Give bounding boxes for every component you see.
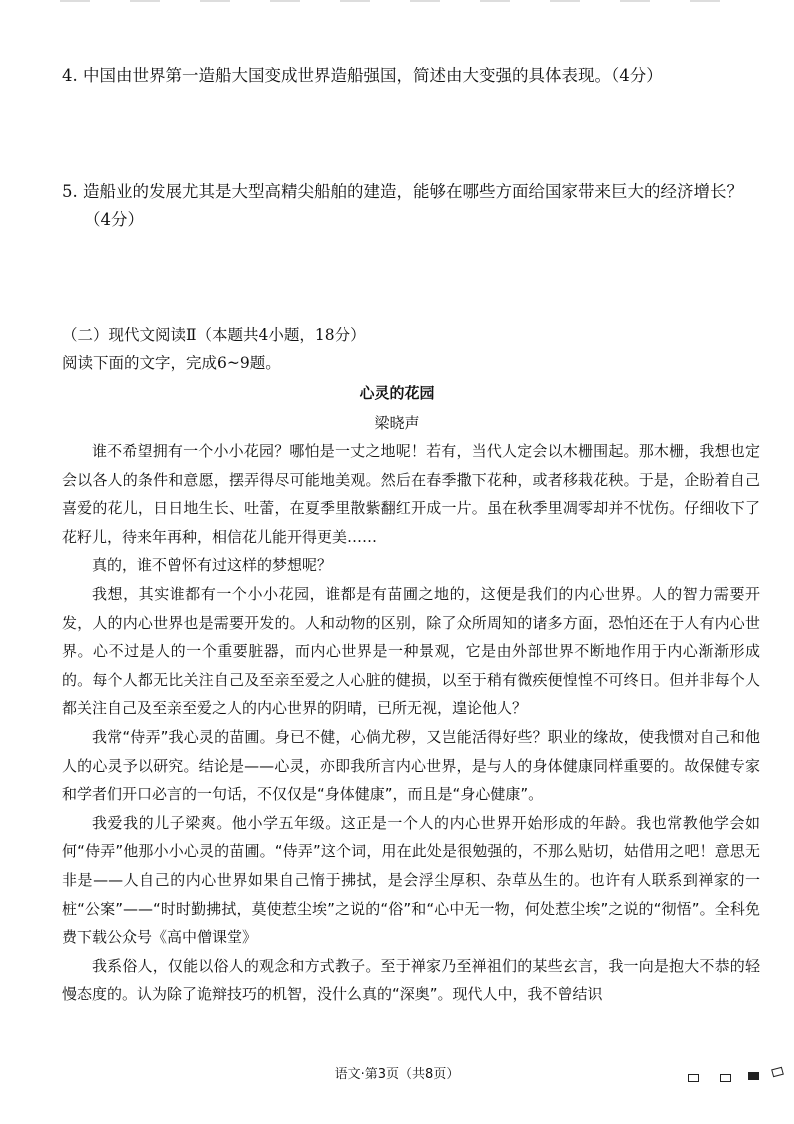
registration-mark xyxy=(688,1074,699,1082)
section-instruction: 阅读下面的文字，完成6~9题。 xyxy=(62,354,281,372)
paragraph: 我爱我的儿子梁爽。他小学五年级。这正是一个人的内心世界开始形成的年龄。我也常教他学会如何“侍弄”他那小小心灵的苗圃。“侍弄”这个词，用在此处是很勉强的，不那么贴切，姑借用之吧！意思无非是——人自己的内心世界如果自己惰于拂拭，是会浮尘厚积、杂草丛生的。也许有人联系到禅家的一桩“公案”——“时时勤拂拭，莫使惹尘埃”之说的“俗”和“心中无一物，何处惹尘埃”之说的“彻悟”。全科免费下载公众号《高中僧课堂》 xyxy=(62,813,760,947)
scan-registration-marks xyxy=(688,1068,788,1088)
question-5-score: （4分） xyxy=(84,210,144,229)
scan-artifact xyxy=(60,0,740,2)
question-4: 4. 中国由世界第一造船大国变成世界造船强国，简述由大变强的具体表现。（4分） xyxy=(62,66,663,85)
paragraph: 我常“侍弄”我心灵的苗圃。身已不健，心倘尤秽，又岂能活得好些？职业的缘故，使我惯对自己和他人的心灵予以研究。结论是——心灵，亦即我所言内心世界，是与人的身体健康同样重要的。故保健专家和学者们开口必言的一句话，不仅仅是“身体健康”，而且是“身心健康”。 xyxy=(62,727,760,804)
article-title: 心灵的花园 xyxy=(359,384,435,402)
paragraph: 我系俗人，仅能以俗人的观念和方式教子。至于禅家乃至禅祖们的某些玄言，我一向是抱大不恭的轻慢态度的。认为除了诡辩技巧的机智，没什么真的“深奥”。现代人中，我不曾结识 xyxy=(62,956,760,1004)
paragraph: 我想，其实谁都有一个小小花园，谁都是有苗圃之地的，这便是我们的内心世界。人的智力需要开发，人的内心世界也是需要开发的。人和动物的区别，除了众所周知的诸多方面，恐怕还在于人有内心世界。心不过是人的一个重要脏器，而内心世界是一种景观，它是由外部世界不断地作用于内心渐渐形成的。每个人都无比关注自己及至亲至爱之人心脏的健损，以至于稍有微疾便惶惶不可终日。但并非每个人都关注自己及至亲至爱之人的内心世界的阴晴，已所无视，遑论他人？ xyxy=(62,584,760,718)
article-body xyxy=(62,437,760,1009)
page-footer: 语文·第3页（共8页） xyxy=(334,1067,460,1082)
section-heading: （二）现代文阅读Ⅱ（本题共4小题，18分） xyxy=(62,326,366,344)
paragraph: 谁不希望拥有一个小小花园？哪怕是一丈之地呢！若有，当代人定会以木栅围起。那木栅，我想也定会以各人的条件和意愿，摆弄得尽可能地美观。然后在春季撒下花种，或者移栽花秧。于是，企盼着自己喜爱的花儿，日日地生长、吐蕾，在夏季里散紫翻红开成一片。虽在秋季里凋零却并不忧伤。仔细收下了花籽儿，待来年再种，相信花儿能开得更美…… xyxy=(62,442,760,546)
article-author: 梁晓声 xyxy=(374,414,420,432)
question-5 xyxy=(62,178,762,234)
registration-mark xyxy=(748,1072,759,1080)
paragraph: 真的，谁不曾怀有过这样的梦想呢？ xyxy=(92,556,333,575)
question-5-text: 5. 造船业的发展尤其是大型高精尖船舶的建造，能够在哪些方面给国家带来巨大的经济增长？ xyxy=(62,182,743,201)
registration-mark xyxy=(720,1074,731,1082)
registration-mark xyxy=(771,1067,784,1078)
